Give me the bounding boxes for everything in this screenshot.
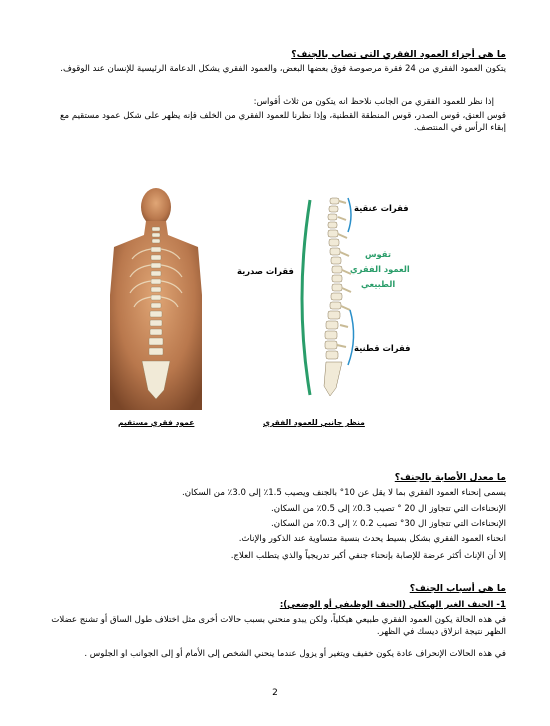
prevalence-line-4: انحناء العمود الفقري بشكل بسيط يحدث بنسبة متساوية عند الذكور والإناث. [238, 534, 506, 544]
label-lumbar: فقرات قطنية [354, 343, 411, 353]
caption-side-view: منظر جانبي للعمود الفقري [263, 418, 365, 427]
paragraph-vertebrae-count: يتكون العمود الفقري من 24 فقرة مرصوصة فوق بعضها البعض، والعمود الفقري يشكل الدعامة الرئيسية للإنسان عند الوقوف. [60, 64, 506, 74]
head-shape [141, 188, 171, 226]
prevalence-line-1: يسمى إنحناء العمود الفقري بما لا يقل عن 10° بالجنف ويصيب 1.5٪ إلى 3.0٪ من السكان. [181, 488, 506, 498]
section-heading-prevalence: ما معدل الأصابة بالجنف؟ [394, 472, 506, 483]
label-natural-curve-3: الطبيعي [361, 279, 396, 289]
paragraph-curves: قوس العنق، قوس الصدر، قوس المنطقة القطنية، وإذا نظرنا للعمود الفقري من الخلف فإنه يظهر على شكل عمود مستقيم مع إبقاء الرأس في المنتصف. [59, 111, 506, 133]
subheading-nonstructural: 1- الجنف الغير الهيكلي (الجنف الوظيفي أو الوضعي): [279, 600, 506, 610]
section-heading-causes: ما هي أسباب الجنف؟ [409, 583, 506, 594]
causes-line-1: في هذه الحالة يكون العمود الفقري طبيعي هيكلياً، ولكن يبدو منحني بسبب حالات أخرى مثل اختلاف طول الساق أو تشنج عضلات الظهر نتيجة انزلاق ديسك في الظهر. [51, 615, 506, 637]
lateral-spine [324, 198, 342, 396]
label-cervical: فقرات عنقية [354, 203, 409, 213]
label-natural-curve-1: تقوس [365, 249, 391, 259]
causes-line-2: في هذه الحالات الإنحراف عادة يكون خفيف ويتغير أو يزول عندما ينحني الشخص إلى الأمام أو إلى الجوانب او الجلوس . [84, 649, 506, 659]
label-natural-curve-2: العمود الفقري [350, 264, 410, 274]
natural-curve-arc [302, 200, 310, 395]
prevalence-line-3: الإنحناءات التي تتجاوز ال 30° تصيب 0.2 ٪ إلى 0.3٪ من السكان. [271, 519, 506, 529]
caption-straight-spine: عمود فقري مستقيم [118, 418, 195, 427]
spinous-processes [337, 201, 351, 347]
paragraph-side-view: إذا نظر للعمود الفقري من الجانب نلاحظ انه يتكون من ثلاث أقواس: [253, 97, 494, 107]
prevalence-line-5: إلا أن الإناث أكثر عرضة للإصابة بإنحناء جنفي أكبر تدريجياً والذي يتطلب العلاج. [230, 551, 506, 561]
back-view-illustration [108, 185, 204, 410]
section-heading-parts: ما هي أجزاء العمود الفقري التي تصاب بالجنف؟ [291, 49, 506, 60]
prevalence-line-2: الإنحناءات التي تتجاوز ال 20 ° تصيب 0.3٪ إلى 0.5٪ من السكان. [271, 504, 506, 514]
lumbar-bracket [348, 310, 354, 365]
cervical-bracket [348, 198, 351, 232]
side-view-illustration [290, 190, 380, 410]
label-thoracic: فقرات صدرية [237, 266, 294, 276]
page-number: 2 [272, 688, 278, 698]
